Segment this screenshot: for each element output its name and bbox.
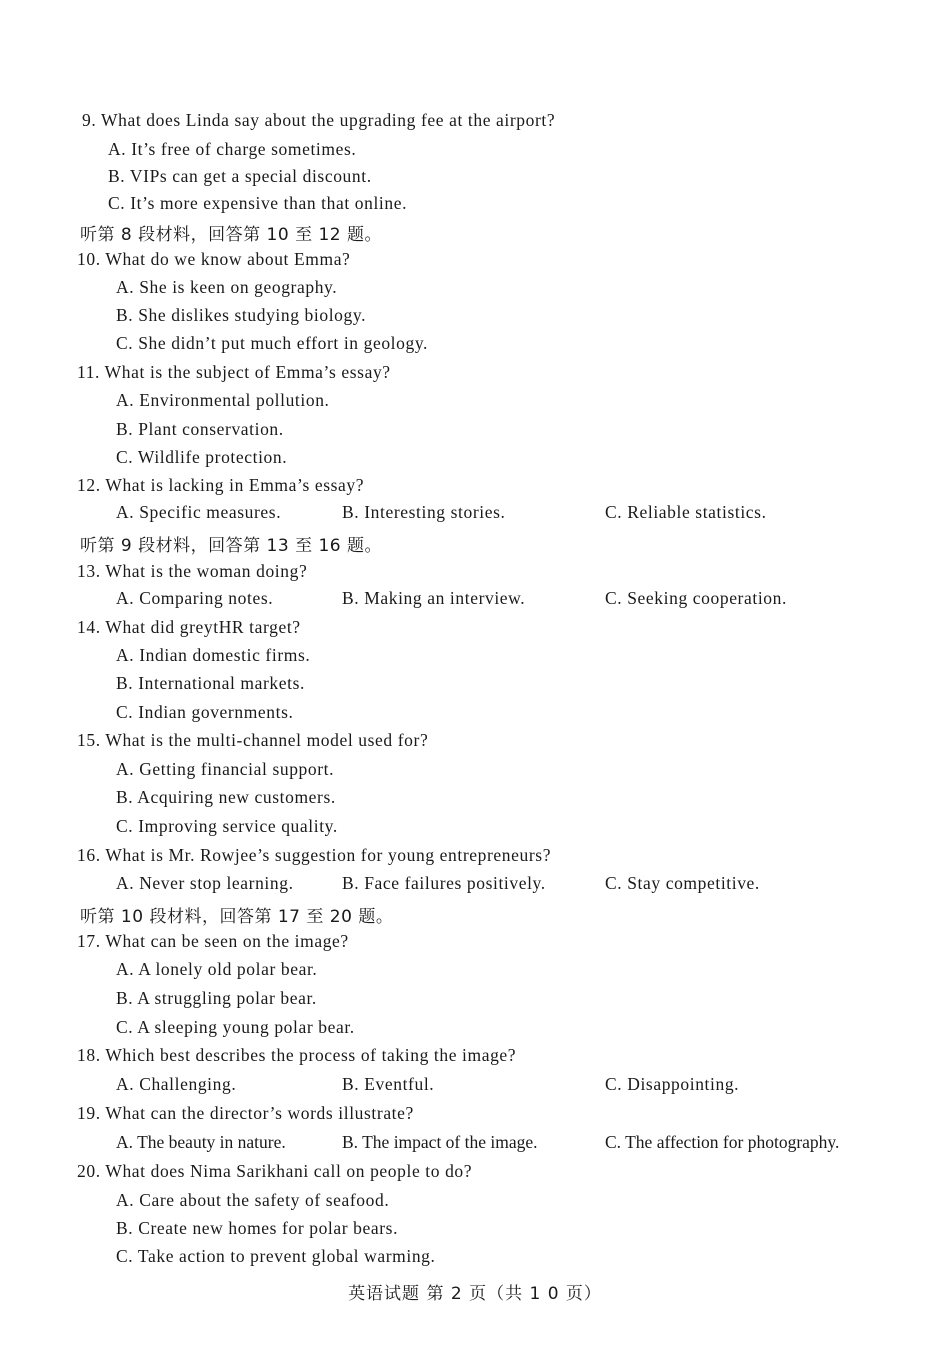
question-11-option-c: C. Wildlife protection. (116, 447, 288, 467)
question-17-option-a: A. A lonely old polar bear. (116, 959, 318, 979)
section-9-instruction: 听第 9 段材料，回答第 13 至 16 题。 (80, 536, 383, 556)
question-9-option-c: C. It’s more expensive than that online. (108, 193, 408, 213)
question-15-option-b: B. Acquiring new customers. (116, 787, 336, 807)
question-13-option-a: A. Comparing notes. (116, 588, 274, 608)
question-18-stem: 18. Which best describes the process of taking the image? (77, 1045, 517, 1065)
question-16-option-a: A. Never stop learning. (116, 873, 294, 893)
question-12-option-a: A. Specific measures. (116, 502, 282, 522)
question-14-option-a: A. Indian domestic firms. (116, 645, 311, 665)
question-9-option-b: B. VIPs can get a special discount. (108, 166, 372, 186)
question-13-option-b: B. Making an interview. (342, 588, 526, 608)
question-20-option-a: A. Care about the safety of seafood. (116, 1190, 390, 1210)
question-18-option-b: B. Eventful. (342, 1074, 435, 1094)
question-18-option-c: C. Disappointing. (605, 1074, 740, 1094)
question-12-options-row (116, 502, 916, 523)
question-9-stem: 9. What does Linda say about the upgrading fee at the airport? (82, 110, 556, 130)
question-17-stem: 17. What can be seen on the image? (77, 931, 349, 951)
question-19-option-b: B. The impact of the image. (342, 1132, 538, 1152)
question-16-option-b: B. Face failures positively. (342, 873, 546, 893)
question-15-stem: 15. What is the multi-channel model used for? (77, 730, 429, 750)
question-16-options-row (116, 873, 916, 894)
question-10-option-c: C. She didn’t put much effort in geology. (116, 333, 429, 353)
question-18-options-row (116, 1074, 916, 1095)
page-footer: 英语试题 第 2 页（共 1 0 页） (348, 1284, 602, 1304)
question-12-option-b: B. Interesting stories. (342, 502, 506, 522)
question-13-stem: 13. What is the woman doing? (77, 561, 308, 581)
question-11-stem: 11. What is the subject of Emma’s essay? (77, 362, 391, 382)
question-18-option-a: A. Challenging. (116, 1074, 237, 1094)
question-19-stem: 19. What can the director’s words illustrate? (77, 1103, 414, 1123)
question-12-stem: 12. What is lacking in Emma’s essay? (77, 475, 365, 495)
question-16-option-c: C. Stay competitive. (605, 873, 760, 893)
question-17-option-c: C. A sleeping young polar bear. (116, 1017, 355, 1037)
question-12-option-c: C. Reliable statistics. (605, 502, 767, 522)
question-19-option-a: A. The beauty in nature. (116, 1132, 286, 1152)
question-13-option-c: C. Seeking cooperation. (605, 588, 787, 608)
question-14-option-b: B. International markets. (116, 673, 305, 693)
question-11-option-a: A. Environmental pollution. (116, 390, 330, 410)
section-10-instruction: 听第 10 段材料，回答第 17 至 20 题。 (80, 907, 394, 927)
question-20-stem: 20. What does Nima Sarikhani call on people to do? (77, 1161, 473, 1181)
question-14-stem: 14. What did greytHR target? (77, 617, 301, 637)
question-19-options-row (116, 1132, 936, 1153)
question-13-options-row (116, 588, 916, 609)
question-16-stem: 16. What is Mr. Rowjee’s suggestion for young entrepreneurs? (77, 845, 552, 865)
question-10-stem: 10. What do we know about Emma? (77, 249, 351, 269)
question-20-option-b: B. Create new homes for polar bears. (116, 1218, 399, 1238)
question-19-option-c: C. The affection for photography. (605, 1132, 840, 1152)
question-10-option-b: B. She dislikes studying biology. (116, 305, 367, 325)
section-8-instruction: 听第 8 段材料，回答第 10 至 12 题。 (80, 225, 383, 245)
question-9-option-a: A. It’s free of charge sometimes. (108, 139, 357, 159)
question-15-option-c: C. Improving service quality. (116, 816, 338, 836)
question-11-option-b: B. Plant conservation. (116, 419, 284, 439)
question-20-option-c: C. Take action to prevent global warming. (116, 1246, 436, 1266)
question-14-option-c: C. Indian governments. (116, 702, 294, 722)
question-15-option-a: A. Getting financial support. (116, 759, 335, 779)
question-17-option-b: B. A struggling polar bear. (116, 988, 317, 1008)
question-10-option-a: A. She is keen on geography. (116, 277, 338, 297)
